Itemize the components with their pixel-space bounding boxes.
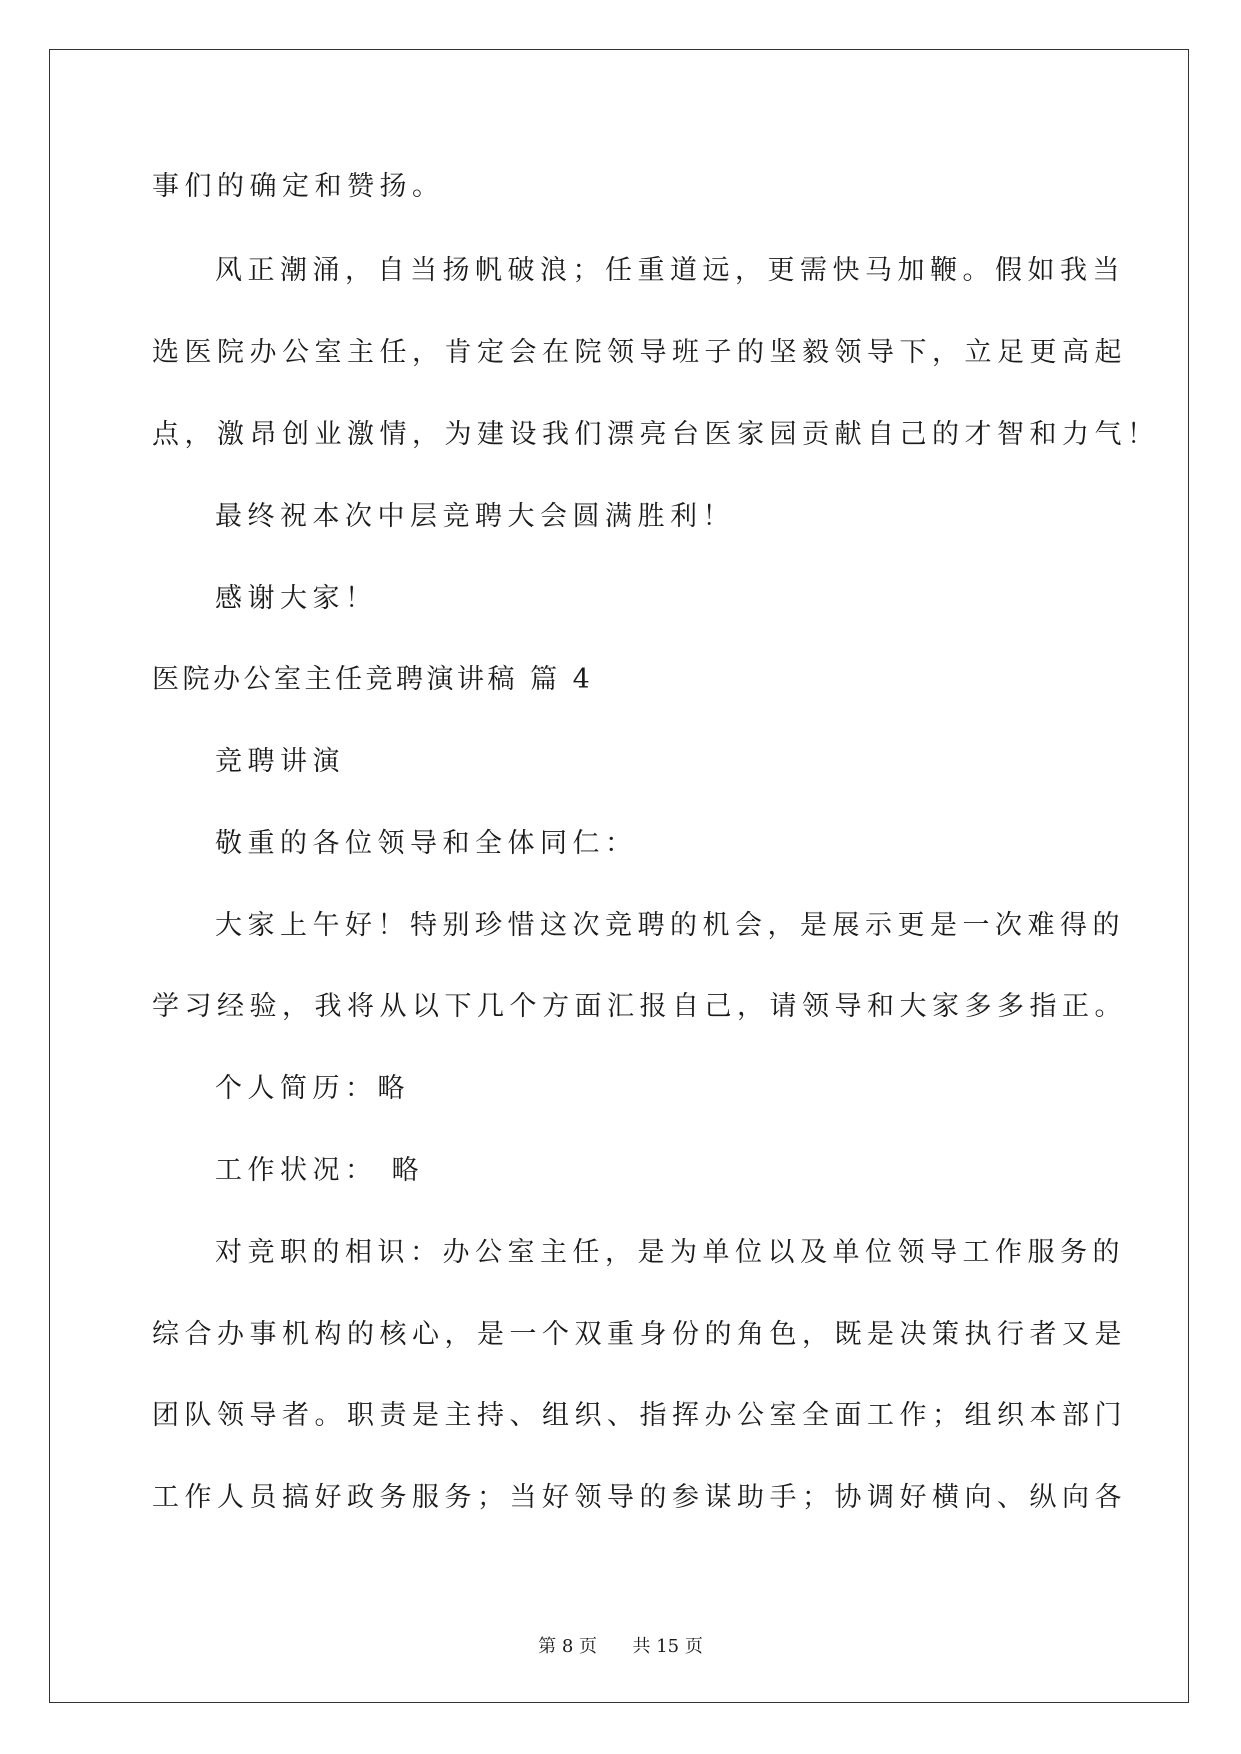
paragraph-line: 风正潮涌，自当扬帆破浪；任重道远，更需快马加鞭。假如我当 [215, 255, 1125, 286]
paragraph-line: 学习经验，我将从以下几个方面汇报自己，请领导和大家多多指正。 [152, 991, 1127, 1022]
paragraph-line: 点，激昂创业激情，为建设我们漂亮台医家园贡献自己的才智和力气！ [152, 419, 1160, 450]
paragraph-line: 大家上午好！特别珍惜这次竞聘的机会，是展示更是一次难得的 [215, 910, 1125, 941]
paragraph-line: 个人简历：略 [215, 1073, 410, 1104]
paragraph-line: 综合办事机构的核心，是一个双重身份的角色，既是决策执行者又是 [152, 1319, 1127, 1350]
section-heading: 医院办公室主任竞聘演讲稿 篇 4 [152, 664, 594, 695]
paragraph-line: 最终祝本次中层竞聘大会圆满胜利！ [215, 501, 735, 532]
paragraph-line: 事们的确定和赞扬。 [152, 171, 445, 202]
paragraph-line: 工作人员搞好政务服务；当好领导的参谋助手；协调好横向、纵向各 [152, 1482, 1127, 1513]
page-number: 第 8 页 [538, 1636, 598, 1657]
paragraph-line: 选医院办公室主任，肯定会在院领导班子的坚毅领导下，立足更高起 [152, 337, 1127, 368]
salutation-line: 敬重的各位领导和全体同仁： [215, 828, 638, 859]
page-total: 共 15 页 [632, 1636, 703, 1657]
page-footer [0, 1632, 1241, 1658]
paragraph-line: 对竞职的相识：办公室主任，是为单位以及单位领导工作服务的 [215, 1237, 1125, 1268]
page-border [49, 49, 1189, 1703]
paragraph-line: 团队领导者。职责是主持、组织、指挥办公室全面工作；组织本部门 [152, 1400, 1127, 1431]
paragraph-line: 竞聘讲演 [215, 746, 345, 777]
paragraph-line: 工作状况： 略 [215, 1155, 425, 1186]
paragraph-line: 感谢大家！ [215, 583, 378, 614]
